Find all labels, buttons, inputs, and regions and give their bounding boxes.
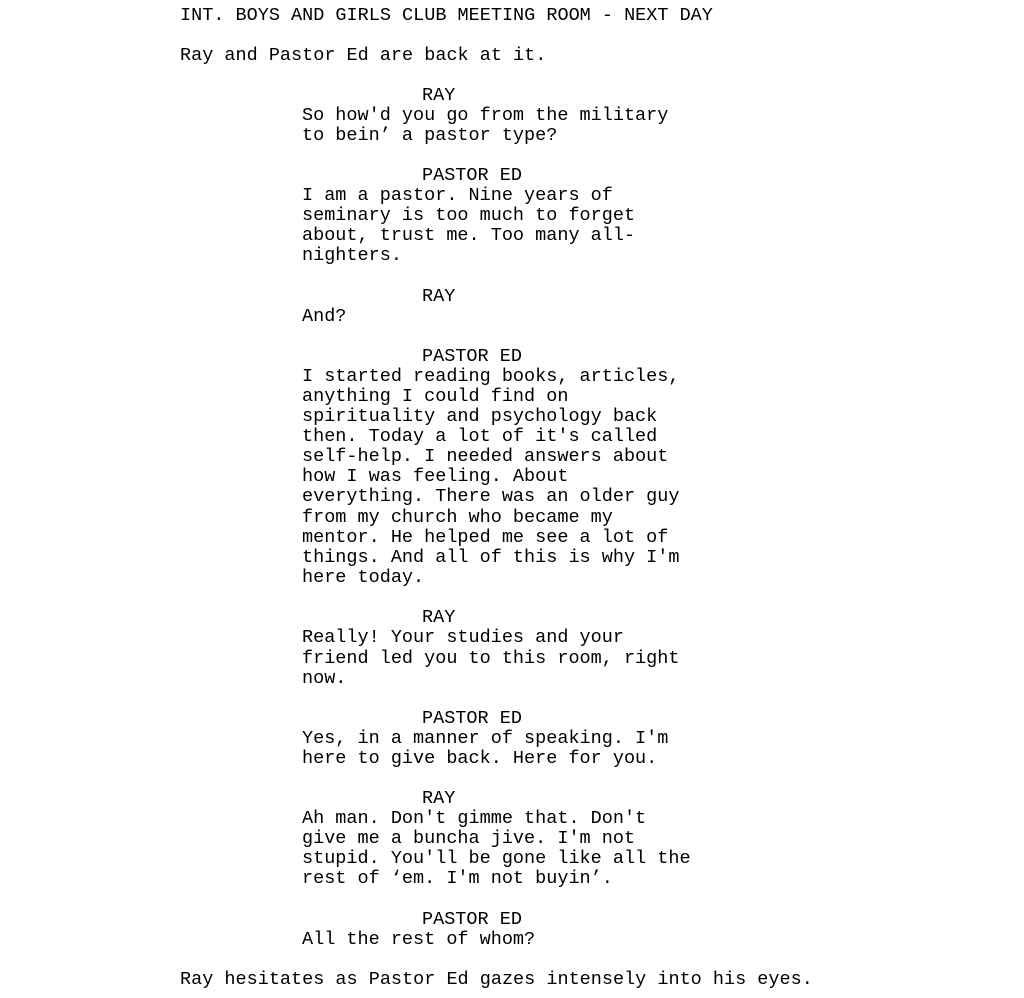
character-name: PASTOR ED — [422, 346, 522, 367]
dialogue-line: spirituality and psychology back — [302, 406, 658, 427]
character-name: RAY — [422, 607, 456, 628]
dialogue-line: mentor. He helped me see a lot of — [302, 527, 669, 548]
dialogue-line: now. — [302, 668, 347, 689]
scene-heading: INT. BOYS AND GIRLS CLUB MEETING ROOM - NEXT DAY — [180, 5, 713, 26]
dialogue-line: All the rest of whom? — [302, 929, 536, 950]
action-line: Ray and Pastor Ed are back at it. — [180, 45, 547, 66]
dialogue-line: nighters. — [302, 245, 402, 266]
character-name: RAY — [422, 85, 456, 106]
character-name: PASTOR ED — [422, 165, 522, 186]
dialogue-line: from my church who became my — [302, 507, 613, 528]
character-name: PASTOR ED — [422, 909, 522, 930]
dialogue-line: here to give back. Here for you. — [302, 748, 658, 769]
dialogue-line: give me a buncha jive. I'm not — [302, 828, 636, 849]
dialogue-line: about, trust me. Too many all- — [302, 225, 636, 246]
dialogue-line: Really! Your studies and your — [302, 627, 624, 648]
action-line: Ray hesitates as Pastor Ed gazes intensely into his eyes. — [180, 969, 813, 990]
dialogue-line: anything I could find on — [302, 386, 569, 407]
character-name: RAY — [422, 788, 456, 809]
dialogue-line: self-help. I needed answers about — [302, 446, 669, 467]
dialogue-line: So how'd you go from the military — [302, 105, 669, 126]
dialogue-line: to bein’ a pastor type? — [302, 125, 558, 146]
dialogue-line: friend led you to this room, right — [302, 648, 680, 669]
dialogue-line: seminary is too much to forget — [302, 205, 636, 226]
dialogue-line: here today. — [302, 567, 425, 588]
dialogue-line: things. And all of this is why I'm — [302, 547, 680, 568]
dialogue-line: And? — [302, 306, 347, 327]
dialogue-line: then. Today a lot of it's called — [302, 426, 658, 447]
dialogue-line: rest of ‘em. I'm not buyin’. — [302, 868, 613, 889]
dialogue-line: how I was feeling. About — [302, 466, 569, 487]
dialogue-line: everything. There was an older guy — [302, 486, 680, 507]
dialogue-line: stupid. You'll be gone like all the — [302, 848, 691, 869]
dialogue-line: I started reading books, articles, — [302, 366, 680, 387]
character-name: RAY — [422, 286, 456, 307]
dialogue-line: Ah man. Don't gimme that. Don't — [302, 808, 647, 829]
character-name: PASTOR ED — [422, 708, 522, 729]
dialogue-line: I am a pastor. Nine years of — [302, 185, 613, 206]
dialogue-line: Yes, in a manner of speaking. I'm — [302, 728, 669, 749]
